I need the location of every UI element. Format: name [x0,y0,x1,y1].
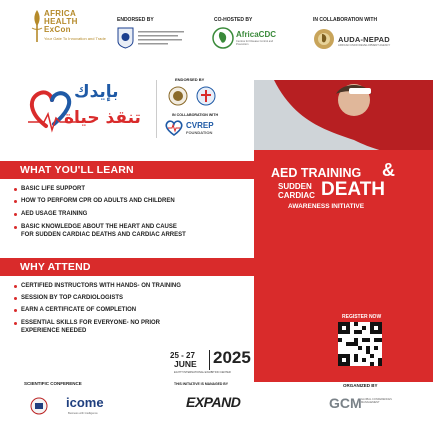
list-item [14,186,85,193]
managed-by-label: THIS INITIATIVE IS MANAGED BY [174,382,229,386]
list-item [14,320,160,327]
auda-nepad-name: AUDA-NEPAD [338,35,390,44]
event-year: 2025 [213,348,251,367]
organized-by-label: ORGANIZED BY [343,383,378,388]
learn-item-5: FOR SUDDEN CARDIAC DEATHS AND CARDIAC ARREST [21,232,186,238]
brand-line-3: ExCon [44,25,71,34]
learn-item-4: BASIC KNOWLEDGE ABOUT THE HEART AND CAUSE [21,224,177,230]
event-days: 25 - 27 [170,351,195,360]
brand-line-1: AFRICA [44,9,77,18]
ministry-seal-icon [116,27,135,49]
africa-cdc-logo-icon [212,27,234,49]
in-collaboration-label: IN COLLABORATION WITH [313,17,378,23]
program-endorsed-by-label: ENDORSED BY [175,77,205,82]
learn-heading-bar [0,161,254,179]
attend-item-4: ESSENTIAL SKILLS FOR EVERYONE- NO PRIOR [21,320,161,326]
vertical-divider [156,80,157,138]
list-item [14,198,175,205]
list-item-continuation [21,232,186,239]
learn-item-1: BASIC LIFE SUPPORT [21,186,86,192]
bullet-icon [14,226,17,229]
africa-health-excon-logo-icon [30,8,44,44]
attend-list [14,283,254,343]
auda-nepad-sub: AFRICAN UNION DEVELOPMENT AGENCY [338,44,391,47]
list-item [14,283,181,290]
brand-title [44,10,78,34]
bullet-icon [14,309,17,312]
aed-title-sudden: SUDDEN [278,182,312,191]
list-item [14,211,87,218]
event-venue: EGYPT INTERNATIONAL EXHIBITION CENTER [174,371,231,374]
aed-ampersand: & [382,160,395,180]
ministry-text-block-icon [138,30,186,46]
co-hosted-by-label: CO-HOSTED BY [214,17,253,23]
learn-heading: WHAT YOU'LL LEARN [20,164,134,176]
expand-logo: EXPAND [186,394,241,410]
gcm-logo: GCM [329,395,362,411]
aed-title-cardiac: CARDIAC [278,191,315,200]
endorsing-seal-2-icon [196,86,216,106]
icome-sub: Business with Intelligence [68,412,98,415]
attend-item-1: CERTIFIED INSTRUCTORS WITH HANDS- ON TRAINING [21,283,181,289]
endorsing-seal-1-icon [168,86,188,106]
bullet-icon [14,188,17,191]
date-divider [209,350,210,370]
africa-cdc-sub: Centres for Disease Control and Prevention [236,40,274,46]
bullet-icon [14,285,17,288]
program-collaboration-label: IN COLLABORATION WITH [172,113,219,117]
scientific-conference-label: SCIENTIFIC CONFERENCE [24,381,82,386]
aed-awareness: AWARENESS INITIATIVE [288,203,365,210]
register-now-label: REGISTER NOW [342,314,382,320]
learn-item-3: AED USAGE TRAINING [21,211,88,217]
cvrep-sub: FOUNDATION [186,130,213,135]
icome-logo: icome [66,395,104,410]
bullet-icon [14,213,17,216]
attend-item-5: EXPERIENCE NEEDED [21,328,87,334]
arabic-slogan-line-1: بإيدك [74,82,119,102]
attend-heading: WHY ATTEND [20,261,91,273]
aed-title-line-1: AED TRAINING [271,166,362,180]
brand-tagline: Your Gate To Innovation and Trade [44,36,106,41]
conference-seal-icon [30,397,48,415]
attend-heading-bar [0,258,254,276]
endorsed-by-label: ENDORSED BY [117,17,154,23]
list-item [14,295,123,302]
learn-item-2: HOW TO PERFORM CPR OD ADULTS AND CHILDREN [21,198,175,204]
register-qr-code[interactable] [338,322,382,366]
cvrep-heart-icon [165,120,183,136]
attend-item-2: SESSION BY TOP CARDIOLOGISTS [21,295,124,301]
gcm-sub: GLOBAL CONFERENCES MANAGEMENT [361,398,392,404]
list-item [14,307,136,314]
event-month: JUNE [174,359,197,369]
bullet-icon [14,322,17,325]
brand-line-2: HEALTH [44,17,78,26]
list-item [14,224,177,231]
attend-item-3: EARN A CERTIFICATE OF COMPLETION [21,307,137,313]
africa-cdc-name: AfricaCDC [236,30,277,39]
list-item-continuation [21,328,86,335]
bullet-icon [14,297,17,300]
learn-list [14,186,254,246]
aed-title-death: DEATH [321,179,386,200]
auda-nepad-emblem-icon [313,28,335,50]
cvrep-name: CVREP [186,121,214,130]
bullet-icon [14,200,17,203]
arabic-slogan-line-2: تنقذ حياة [64,108,141,128]
